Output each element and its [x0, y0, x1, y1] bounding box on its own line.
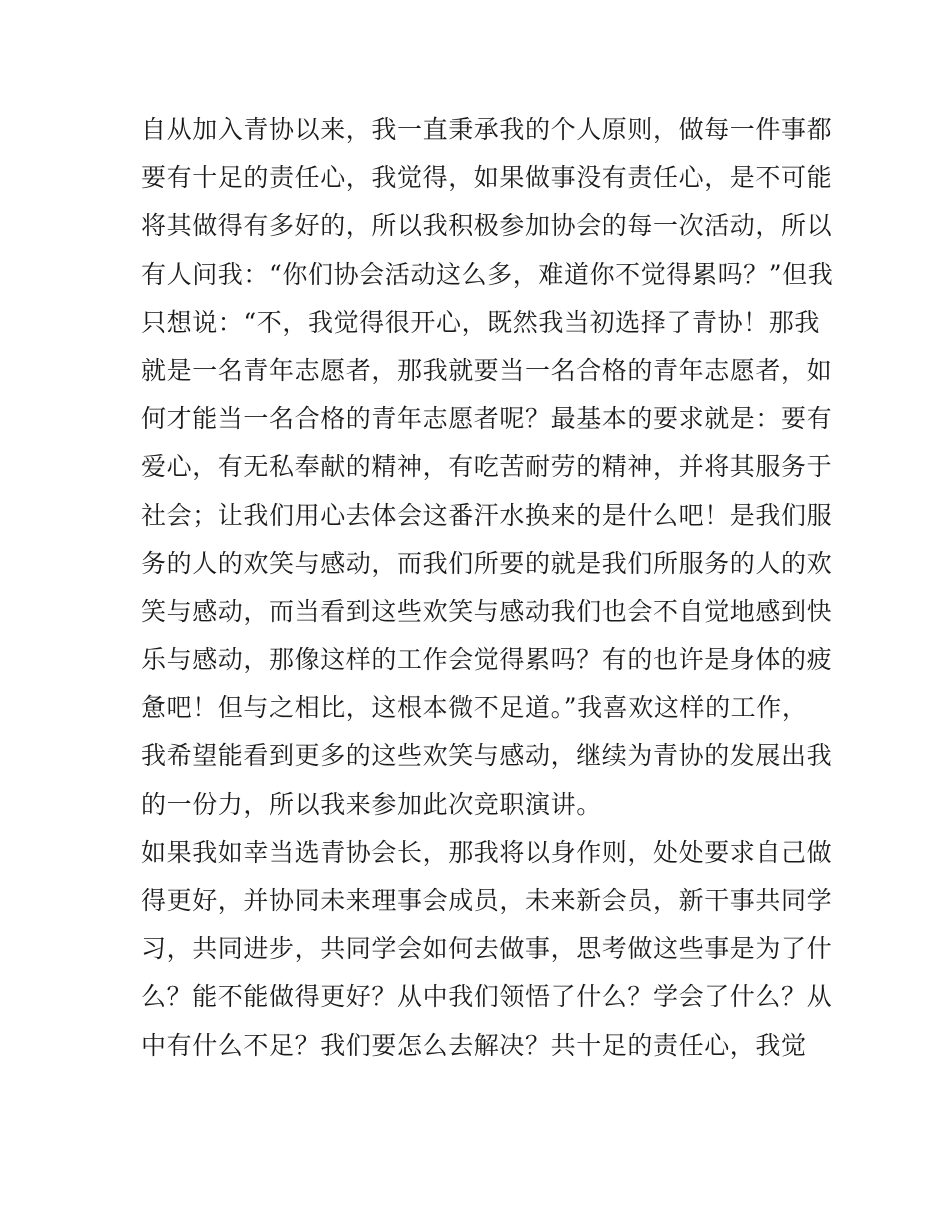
text-line: 习，共同进步，共同学会如何去做事，思考做这些事是为了什 — [141, 934, 833, 964]
text-line: 的一份力，所以我来参加此次竞职演讲。 — [141, 789, 602, 819]
text-line: 将其做得有多好的，所以我积极参加协会的每一次活动，所以 — [141, 211, 833, 241]
text-line: 笑与感动，而当看到这些欢笑与感动我们也会不自觉地感到快 — [141, 596, 833, 626]
text-line: 只想说：“不，我觉得很开心，既然我当初选择了青协！那我 — [141, 307, 820, 337]
text-line: 自从加入青协以来，我一直秉承我的个人原则，做每一件事都 — [141, 115, 833, 144]
text-line: 么？能不能做得更好？从中我们领悟了什么？学会了什么？从 — [141, 982, 833, 1012]
text-line: 中有什么不足？我们要怎么去解决？共十足的责任心，我觉 — [141, 1030, 807, 1060]
text-line: 务的人的欢笑与感动，而我们所要的就是我们所服务的人的欢 — [141, 548, 833, 578]
text-line: 如果我如幸当选青协会长，那我将以身作则，处处要求自己做 — [141, 837, 833, 867]
text-line: 惫吧！但与之相比，这根本微不足道。”我喜欢这样的工作， — [141, 693, 808, 723]
text-line: 我希望能看到更多的这些欢笑与感动，继续为青协的发展出我 — [141, 741, 833, 771]
text-line: 社会；让我们用心去体会这番汗水换来的是什么吧！是我们服 — [141, 500, 833, 530]
body-text — [141, 106, 834, 1070]
text-line: 要有十足的责任心，我觉得，如果做事没有责任心，是不可能 — [141, 163, 833, 193]
text-line: 有人问我：“你们协会活动这么多，难道你不觉得累吗？”但我 — [141, 259, 834, 289]
text-line: 何才能当一名合格的青年志愿者呢？最基本的要求就是：要有 — [141, 404, 833, 434]
text-line: 乐与感动，那像这样的工作会觉得累吗？有的也许是身体的疲 — [141, 645, 833, 675]
text-line: 得更好，并协同未来理事会成员，未来新会员，新干事共同学 — [141, 886, 833, 915]
text-line: 就是一名青年志愿者，那我就要当一名合格的青年志愿者，如 — [141, 355, 833, 385]
text-line: 爱心，有无私奉献的精神，有吃苦耐劳的精神，并将其服务于 — [141, 452, 833, 482]
